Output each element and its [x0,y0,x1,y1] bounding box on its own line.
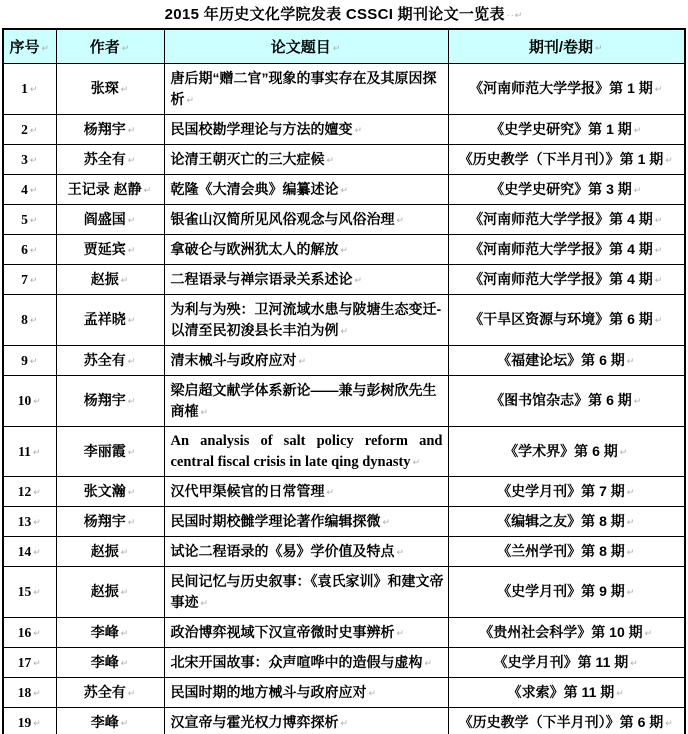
cell-end-mark: ↵ [340,325,350,336]
table-row [3,115,685,145]
col-header-title-label: 论文题目 [270,39,331,56]
cell-journal [448,346,685,376]
cell-end-mark: ↵ [32,446,42,457]
cell-author [56,427,164,477]
cell-author [56,295,164,346]
cell-end-mark: ↵ [186,94,196,105]
cell-end-mark: ↵ [326,154,336,165]
cell-author [56,376,164,427]
cell-end-mark: ↵ [626,355,636,366]
cell-author [56,477,164,507]
paper-title: 拿破仑与欧洲犹太人的解放 [170,240,339,257]
title-row [0,3,688,24]
table-row [3,507,685,537]
author-name: 杨翔宇 [83,512,126,529]
cell-paper-title [164,567,448,618]
cell-end-mark: ↵ [396,214,406,225]
row-number: 11 [18,443,31,459]
cell-no [3,64,56,115]
table-row [3,295,685,346]
journal-issue: 《图书馆杂志》第 6 期 [490,392,632,408]
cell-paper-title [164,507,448,537]
cell-paper-title [164,64,448,115]
author-name: 李峰 [90,653,119,670]
cell-paper-title [164,265,448,295]
cell-end-mark: ↵ [33,717,42,728]
cell-end-mark: ↵ [29,355,39,366]
cell-end-mark: ↵ [654,84,664,94]
journal-issue: 《兰州学刊》第 8 期 [497,542,625,559]
author-name: 杨翔宇 [83,392,126,408]
journal-issue: 《历史教学（下半月刊）》第 6 期 [458,713,664,730]
row-number: 14 [17,543,32,559]
cell-end-mark: ↵ [127,154,137,165]
journal-issue: 《史学月刊》第 9 期 [497,583,625,599]
cell-no [3,537,56,567]
cell-no [3,477,56,507]
cell-end-mark: ↵ [382,516,392,527]
paper-title: 民国时期校雠学理论著作编辑探微 [170,512,381,529]
cell-no [3,678,56,708]
paper-title: 民国校勘学理论与方法的嬗变 [170,120,353,137]
author-name: 李峰 [90,713,119,730]
cell-end-mark: ↵ [654,274,664,285]
cell-no [3,175,56,205]
row-number: 4 [21,181,28,197]
table-row [3,145,685,175]
author-name: 张琛 [90,80,119,96]
cell-end-mark: ↵ [200,597,210,608]
cell-end-mark: ↵ [626,486,636,497]
cell-end-mark: ↵ [33,687,42,698]
col-header-journal-label: 期刊/卷期 [528,39,594,56]
cell-author [56,265,164,295]
cell-end-mark: ↵ [143,184,153,195]
cell-journal [448,235,685,265]
cell-end-mark: ↵ [354,124,364,135]
journal-issue: 《史学史研究》第 3 期 [490,180,632,197]
cell-end-mark: ↵ [29,315,39,325]
cell-journal [448,145,685,175]
cell-journal [448,115,685,145]
cell-journal [448,265,685,295]
journal-issue: 《史学月刊》第 7 期 [497,482,625,499]
cell-end-mark: ↵ [340,184,350,195]
cell-end-mark: ↵ [654,214,664,225]
table-row [3,618,685,648]
cell-journal [448,175,685,205]
paper-title: 唐后期“赠二官”现象的事实存在及其原因探析 [170,69,437,107]
author-name: 赵振 [90,270,119,287]
cell-end-mark: ↵ [29,214,39,225]
cell-author [56,175,164,205]
cell-end-mark: ↵ [29,154,39,165]
table-row [3,235,685,265]
cell-end-mark: ↵ [29,244,39,255]
row-number: 16 [17,624,32,640]
cell-paper-title [164,346,448,376]
cell-paper-title [164,145,448,175]
cell-author [56,618,164,648]
cell-end-mark: ↵ [633,124,643,135]
cell-no [3,618,56,648]
cell-end-mark: ↵ [626,546,636,557]
table-row [3,64,685,115]
table-row [3,427,685,477]
journal-issue: 《求索》第 11 期 [507,683,615,700]
cell-end-mark: ↵ [41,43,51,53]
cell-end-mark: ↵ [665,154,674,165]
cell-journal [448,427,685,477]
cell-end-mark: ↵ [127,486,137,497]
paper-title: 试论二程语录的《易》学价值及特点 [170,542,395,559]
cell-end-mark: ↵ [127,396,137,406]
cell-paper-title [164,115,448,145]
cell-end-mark: ↵ [127,244,137,255]
paper-title: 二程语录与禅宗语录关系述论 [170,270,353,287]
cell-journal [448,708,685,734]
cell-end-mark: ↵ [424,657,434,668]
table-row [3,265,685,295]
table-row [3,376,685,427]
row-number: 18 [17,684,32,700]
journal-issue: 《福建论坛》第 6 期 [497,351,625,368]
row-number: 7 [21,271,28,287]
cell-paper-title [164,537,448,567]
journal-issue: 《贵州社会科学》第 10 期 [479,623,643,640]
row-number: 6 [21,241,28,257]
cell-end-mark: ↵ [120,587,130,597]
cell-author [56,235,164,265]
cell-end-mark: ↵ [33,396,42,406]
table-row [3,175,685,205]
cell-journal [448,537,685,567]
cell-journal [448,507,685,537]
col-header-journal [448,29,685,64]
paper-title: 民间记忆与历史叙事：《袁氏家训》和建文帝事迹 [170,572,444,610]
cell-end-mark: ↵ [33,546,42,557]
cell-end-mark: ↵ [33,627,42,638]
cell-author [56,145,164,175]
table-row [3,477,685,507]
cell-end-mark: ↵ [200,406,210,417]
author-name: 王记录 赵静 [67,180,142,197]
cell-end-mark: ↵ [120,717,130,728]
author-name: 赵振 [90,583,119,599]
cell-end-mark: ↵ [120,274,130,285]
paper-title: 民国时期的地方械斗与政府应对 [170,683,367,700]
cell-author [56,567,164,618]
paper-title: 梁启超文献学体系新论——兼与彭树欣先生商榷 [170,381,437,419]
cell-no [3,265,56,295]
cell-author [56,507,164,537]
cell-end-mark: ↵ [654,244,664,255]
paper-title: 汉代甲渠候官的日常管理 [170,482,325,499]
journal-issue: 《史学史研究》第 1 期 [490,120,632,137]
cell-author [56,205,164,235]
cell-end-mark: ↵ [630,657,639,668]
cell-no [3,427,56,477]
journal-issue: 《河南师范大学学报》第 4 期 [469,270,653,287]
row-number: 12 [17,483,32,499]
cell-end-mark: ↵ [127,516,137,527]
cell-end-mark: ↵ [412,456,422,467]
author-name: 阎盛国 [83,210,126,227]
table-row [3,678,685,708]
cell-no [3,376,56,427]
journal-issue: 《河南师范大学学报》第 4 期 [469,240,653,257]
row-number: 1 [21,81,28,96]
row-number: 3 [21,151,28,167]
author-name: 贾延宾 [83,240,126,257]
cell-end-mark: ↵ [595,43,604,53]
table-row [3,205,685,235]
paper-title: 银雀山汉简所见风俗观念与风俗治理 [170,210,395,227]
paper-title: 为利与为殃：卫河流域水患与陂塘生态变迁-以清至民初浚县长丰泊为例 [170,300,442,338]
cell-end-mark: ↵ [127,124,137,135]
cell-paper-title [164,678,448,708]
cell-author [56,648,164,678]
col-header-no [3,29,56,64]
cell-no [3,145,56,175]
row-number: 9 [21,352,28,368]
cell-paper-title [164,427,448,477]
table-row [3,567,685,618]
page-title: 2015 年历史文化学院发表 CSSCI 期刊论文一览表 [164,6,505,23]
cell-no [3,115,56,145]
journal-issue: 《河南师范大学学报》第 1 期 [469,80,653,96]
paper-title: 论清王朝灭亡的三大症候 [170,150,325,167]
table-row [3,648,685,678]
cell-journal [448,295,685,346]
paragraph-mark: ··↵ [506,10,524,20]
journal-issue: 《河南师范大学学报》第 4 期 [469,210,653,227]
cell-end-mark: ↵ [340,717,350,728]
cell-no [3,648,56,678]
cell-end-mark: ↵ [633,396,643,406]
cell-end-mark: ↵ [326,486,336,497]
cell-no [3,295,56,346]
table-row [3,537,685,567]
table-header [3,29,685,64]
cell-no [3,205,56,235]
cell-paper-title [164,708,448,734]
cell-paper-title [164,295,448,346]
cell-author [56,678,164,708]
cell-journal [448,376,685,427]
cell-journal [448,678,685,708]
table-row [3,708,685,734]
col-header-author [56,29,164,64]
cell-end-mark: ↵ [127,687,137,698]
cell-end-mark: ↵ [29,184,39,195]
cell-end-mark: ↵ [33,486,42,497]
cell-end-mark: ↵ [29,274,39,285]
cell-end-mark: ↵ [127,315,137,325]
cell-end-mark: ↵ [33,657,42,668]
author-name: 孟祥晓 [83,311,126,327]
cell-end-mark: ↵ [616,687,625,698]
cell-end-mark: ↵ [396,546,406,557]
cell-end-mark: ↵ [332,43,342,53]
author-name: 李丽霞 [83,442,126,459]
cell-journal [448,648,685,678]
cell-no [3,567,56,618]
col-header-no-label: 序号 [9,39,40,56]
cell-end-mark: ↵ [626,587,636,597]
cell-end-mark: ↵ [120,84,130,94]
cell-no [3,708,56,734]
cell-end-mark: ↵ [29,84,39,94]
cell-end-mark: ↵ [633,184,643,195]
cell-author [56,346,164,376]
cell-paper-title [164,205,448,235]
author-name: 张文瀚 [83,482,126,499]
cell-end-mark: ↵ [644,627,654,638]
cell-paper-title [164,618,448,648]
cell-journal [448,477,685,507]
cell-end-mark: ↵ [120,546,130,557]
cell-journal [448,567,685,618]
cell-end-mark: ↵ [33,587,42,597]
table-body [3,64,685,734]
paper-title: 政治博弈视域下汉宣帝微时史事辨析 [170,623,395,640]
cell-end-mark: ↵ [654,315,664,325]
cell-end-mark: ↵ [665,717,674,728]
cell-end-mark: ↵ [368,687,378,698]
row-number: 15 [17,584,32,599]
paper-title: 乾隆《大清会典》编纂述论 [170,180,339,197]
row-number: 8 [21,312,28,327]
journal-issue: 《干旱区资源与环境》第 6 期 [469,311,653,327]
cell-end-mark: ↵ [33,516,42,527]
author-name: 苏全有 [83,150,126,167]
cell-end-mark: ↵ [29,124,39,135]
row-number: 13 [17,513,32,529]
cell-author [56,537,164,567]
journal-issue: 《史学月刊》第 11 期 [493,653,629,670]
row-number: 2 [21,121,28,137]
row-number: 17 [17,654,32,670]
cell-journal [448,205,685,235]
cell-no [3,235,56,265]
cell-end-mark: ↵ [127,214,137,225]
cell-end-mark: ↵ [298,355,308,366]
cell-author [56,64,164,115]
cell-paper-title [164,235,448,265]
journal-issue: 《学术界》第 6 期 [504,442,618,459]
author-name: 苏全有 [83,351,126,368]
paper-title: An analysis of salt policy reform and central fiscal crisis in late qing dynasty [170,432,443,470]
author-name: 李峰 [90,623,119,640]
author-name: 杨翔宇 [83,120,126,137]
cell-journal [448,618,685,648]
cell-end-mark: ↵ [127,355,137,366]
cell-end-mark: ↵ [127,446,137,457]
header-row [3,29,685,64]
author-name: 赵振 [90,542,119,559]
cell-end-mark: ↵ [120,627,130,638]
cell-paper-title [164,175,448,205]
cell-paper-title [164,376,448,427]
author-name: 苏全有 [83,683,126,700]
cell-paper-title [164,648,448,678]
cell-end-mark: ↵ [120,657,130,668]
cell-end-mark: ↵ [619,446,629,457]
cell-author [56,115,164,145]
journal-issue: 《历史教学（下半月刊）》第 1 期 [458,150,664,167]
paper-title: 北宋开国故事：众声喧哗中的造假与虚构 [170,653,423,670]
journal-issue: 《编辑之友》第 8 期 [497,512,625,529]
cell-no [3,507,56,537]
row-number: 5 [21,211,28,227]
cell-end-mark: ↵ [340,244,350,255]
row-number: 19 [17,714,32,730]
col-header-title [164,29,448,64]
cell-no [3,346,56,376]
cell-end-mark: ↵ [626,516,636,527]
cell-end-mark: ↵ [396,627,406,638]
cell-end-mark: ↵ [121,43,131,53]
paper-title: 汉宣帝与霍光权力博弈探析 [170,713,339,730]
row-number: 10 [17,393,32,408]
paper-title: 清末械斗与政府应对 [170,351,297,368]
cell-paper-title [164,477,448,507]
papers-table [2,28,686,734]
col-header-author-label: 作者 [89,39,120,56]
cell-end-mark: ↵ [354,274,364,285]
cell-author [56,708,164,734]
table-row [3,346,685,376]
cell-journal [448,64,685,115]
